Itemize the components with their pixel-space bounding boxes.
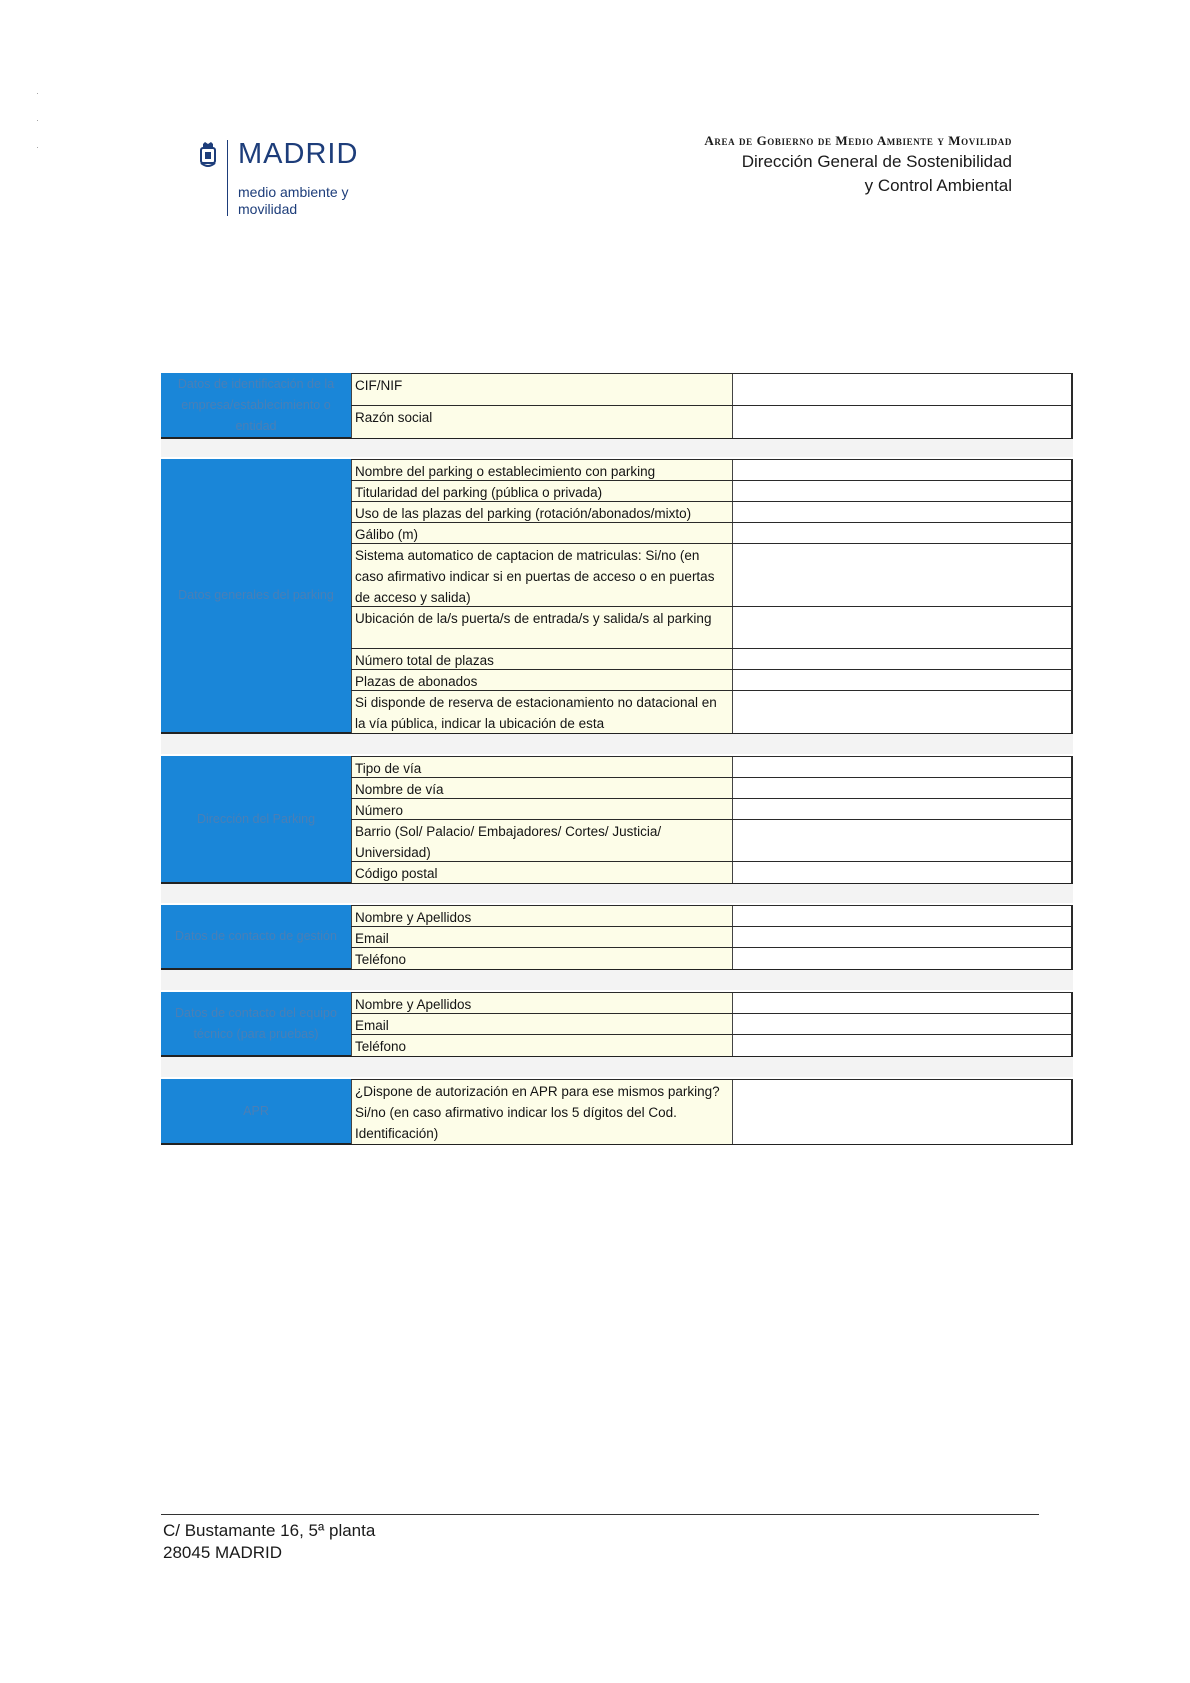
form-row — [351, 861, 1073, 883]
section-label: Datos de contacto de gestión — [161, 905, 351, 968]
field-label: Sistema automatico de captacion de matriculas: Si/no (en caso afirmativo indicar si en puertas de acceso o en puertas de acceso y salida) — [351, 544, 733, 607]
section-apr — [161, 1079, 1073, 1145]
form-row — [351, 669, 1073, 691]
section-rows — [351, 459, 1073, 732]
field-label: Barrio (Sol/ Palacio/ Embajadores/ Cortes/ Justicia/ Universidad) — [351, 820, 733, 862]
section-rows — [351, 373, 1073, 437]
form-row — [351, 905, 1073, 927]
form-row — [351, 501, 1073, 523]
logo-name: MADRID — [238, 138, 359, 170]
section-rows — [351, 992, 1073, 1055]
field-label: Nombre y Apellidos — [351, 906, 733, 927]
answer-cell[interactable] — [733, 406, 1073, 438]
section-spacer — [161, 884, 1073, 903]
form-row — [351, 947, 1073, 969]
form-row — [351, 926, 1073, 948]
field-label: Nombre y Apellidos — [351, 993, 733, 1014]
logo-subtitle — [238, 184, 398, 218]
form-row — [351, 522, 1073, 544]
field-label: Teléfono — [351, 948, 733, 969]
section-spacer — [161, 734, 1073, 754]
form-row — [351, 777, 1073, 799]
footer-address — [163, 1520, 375, 1564]
field-label: Email — [351, 1014, 733, 1035]
answer-cell[interactable] — [733, 906, 1073, 927]
section-label: Datos de contacto del equipo técnico (para pruebas) — [161, 992, 351, 1055]
direccion-line-1: Dirección General de Sostenibilidad — [741, 152, 1012, 171]
field-label: ¿Dispone de autorización en APR para ese mismos parking? Si/no (en caso afirmativo indicar los 5 dígitos del Cod. Identificación) — [351, 1080, 733, 1144]
form-row — [351, 798, 1073, 820]
answer-cell[interactable] — [733, 778, 1073, 799]
field-label: Teléfono — [351, 1035, 733, 1056]
form-row — [351, 480, 1073, 502]
footer-divider — [161, 1514, 1039, 1515]
answer-cell[interactable] — [733, 927, 1073, 948]
answer-cell[interactable] — [733, 502, 1073, 523]
form-row — [351, 373, 1073, 406]
form-row — [351, 543, 1073, 607]
field-label: Uso de las plazas del parking (rotación/abonados/mixto) — [351, 502, 733, 523]
logo-divider — [227, 140, 228, 216]
answer-cell[interactable] — [733, 544, 1073, 607]
answer-cell[interactable] — [733, 460, 1073, 481]
answer-cell[interactable] — [733, 607, 1073, 649]
section-direccion — [161, 756, 1073, 884]
form-row — [351, 992, 1073, 1014]
answer-cell[interactable] — [733, 523, 1073, 544]
section-label: APR — [161, 1079, 351, 1143]
form-row — [351, 606, 1073, 649]
answer-cell[interactable] — [733, 799, 1073, 820]
footer-address-line-1: C/ Bustamante 16, 5ª planta — [163, 1521, 376, 1540]
field-label: Plazas de abonados — [351, 670, 733, 691]
answer-cell[interactable] — [733, 1014, 1073, 1035]
scan-specks: · · · — [36, 88, 39, 152]
form-row — [351, 1034, 1073, 1056]
answer-cell[interactable] — [733, 649, 1073, 670]
section-contacto-tecnico — [161, 992, 1073, 1057]
field-label: Email — [351, 927, 733, 948]
area-title: Area de Gobierno de Medio Ambiente y Movilidad — [704, 133, 1012, 148]
madrid-crest-icon — [200, 142, 216, 168]
form-row — [351, 459, 1073, 481]
form-row — [351, 1013, 1073, 1035]
answer-cell[interactable] — [733, 993, 1073, 1014]
field-label: Número — [351, 799, 733, 820]
answer-cell[interactable] — [733, 862, 1073, 883]
form-row — [351, 756, 1073, 778]
field-label: Si disponde de reserva de estacionamiento no datacional en la vía pública, indicar la ubicación de esta — [351, 691, 733, 733]
section-label: Dirección del Parking — [161, 756, 351, 882]
field-label: Nombre del parking o establecimiento con parking — [351, 460, 733, 481]
field-label: Razón social — [351, 406, 733, 438]
section-label: Datos generales del parking — [161, 459, 351, 732]
answer-cell[interactable] — [733, 820, 1073, 862]
form-row — [351, 690, 1073, 733]
footer-address-line-2: 28045 MADRID — [163, 1543, 283, 1562]
section-spacer — [161, 1057, 1073, 1077]
direccion-line-2: y Control Ambiental — [864, 176, 1012, 195]
form-row — [351, 405, 1073, 438]
section-spacer — [161, 970, 1073, 990]
department-header — [704, 133, 1012, 197]
form-row — [351, 819, 1073, 862]
section-rows — [351, 905, 1073, 968]
form-row — [351, 648, 1073, 670]
section-rows — [351, 1079, 1073, 1143]
logo-subtitle-line-1: medio ambiente y — [238, 184, 349, 200]
field-label: CIF/NIF — [351, 374, 733, 406]
field-label: Tipo de vía — [351, 757, 733, 778]
answer-cell[interactable] — [733, 948, 1073, 969]
section-spacer — [161, 439, 1073, 457]
answer-cell[interactable] — [733, 1035, 1073, 1056]
answer-cell[interactable] — [733, 757, 1073, 778]
section-contacto-gestion — [161, 905, 1073, 970]
field-label: Nombre de vía — [351, 778, 733, 799]
section-label: Datos de identificación de la empresa/establecimiento o entidad — [161, 373, 351, 437]
answer-cell[interactable] — [733, 374, 1073, 406]
logo-subtitle-line-2: movilidad — [238, 201, 298, 217]
answer-cell[interactable] — [733, 670, 1073, 691]
field-label: Gálibo (m) — [351, 523, 733, 544]
form-row — [351, 1079, 1073, 1144]
field-label: Titularidad del parking (pública o privada) — [351, 481, 733, 502]
field-label: Ubicación de la/s puerta/s de entrada/s y salida/s al parking — [351, 607, 733, 649]
answer-cell[interactable] — [733, 481, 1073, 502]
field-label: Número total de plazas — [351, 649, 733, 670]
section-datos-generales — [161, 459, 1073, 734]
field-label: Código postal — [351, 862, 733, 883]
answer-cell[interactable] — [733, 691, 1073, 733]
answer-cell[interactable] — [733, 1080, 1073, 1144]
section-identificacion — [161, 373, 1073, 439]
section-rows — [351, 756, 1073, 882]
